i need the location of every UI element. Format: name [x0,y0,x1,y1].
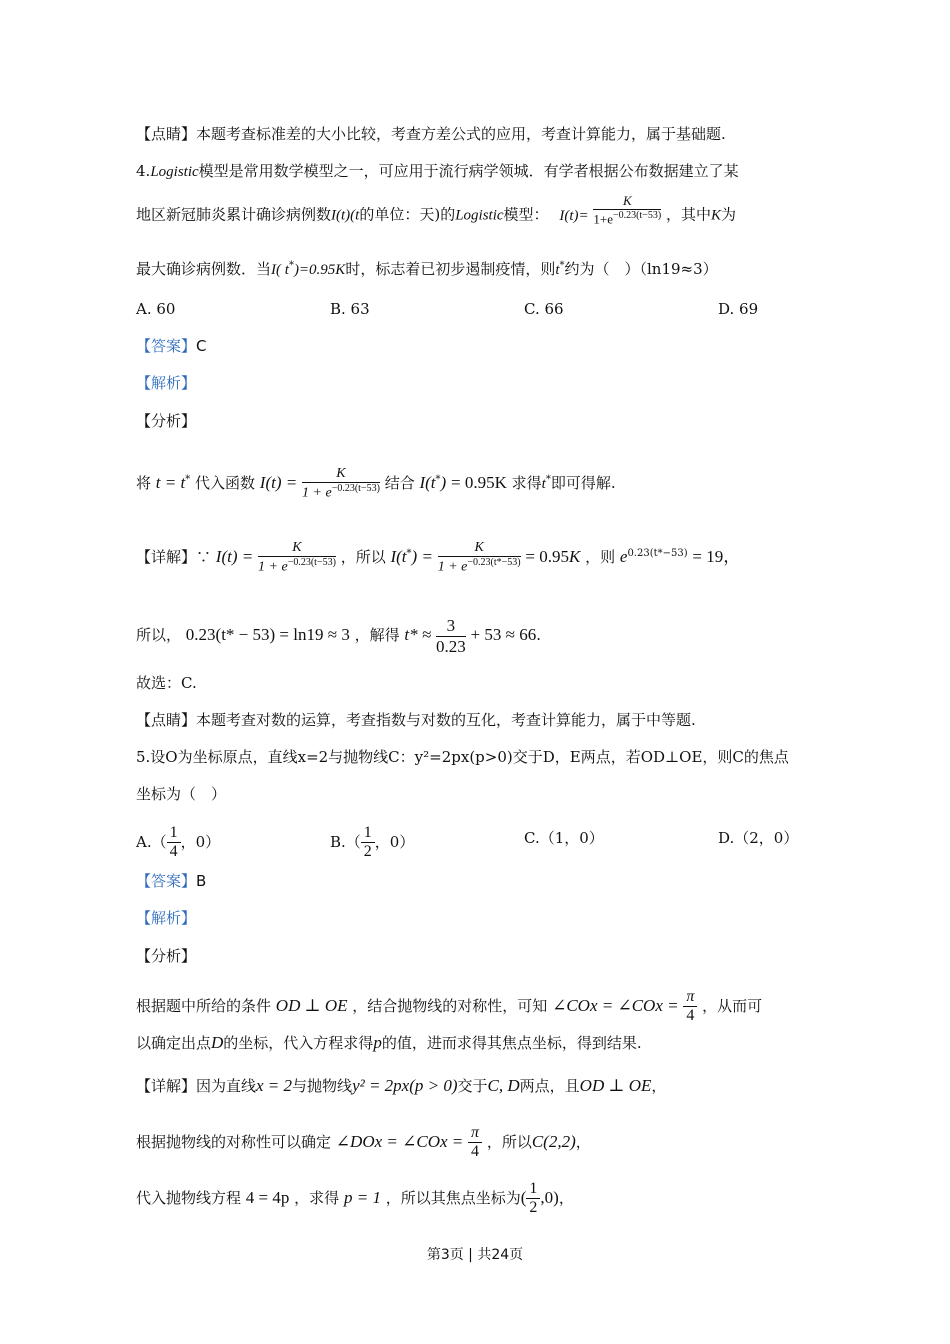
remark-q3: 【点睛】本题考查标准差的大小比较，考查方差公式的应用，考查计算能力，属于基础题. [136,125,726,143]
logistic-fraction: $\frac{K}{1+e^{-0.23(t-53)}}$ [593,193,662,227]
q4-line2: 地区新冠肺炎累计确诊病例数I(t)(t的单位：天)的Logistic模型： I(t)= $\frac{K}{1+e^{-0.23(t-53)}}$ ，其中K为 [136,193,737,227]
q4-analysis-heading: 【解析】 [136,374,197,392]
q5-option-c: C.（1，0） [524,829,604,847]
q5-line1: 5.设O为坐标原点，直线x=2与抛物线C：y²=2px(p>0)交于D，E两点，若OD⊥OE，则C的焦点 [136,748,789,766]
q5-fenxi-line1: 根据题中所给的条件 OD ⊥ OE ，结合抛物线的对称性，可知 ∠COx = ∠COx = $\frac{\pi}{4}$ ，从而可 [136,988,763,1025]
q4-line3: 最大确诊病例数．当I( t*)=0.95K时，标志着已初步遏制疫情，则t*约为（ ）（ln19≈3） [136,260,718,278]
q5-option-a: A.（ $\frac{1}{4}$ ，0） [136,824,221,861]
q5-answer: 【答案】B [136,872,207,890]
q4-option-a: A. 60 [136,300,176,318]
q5-detail-line1: 【详解】因为直线x = 2与抛物线y² = 2px(p > 0)交于C, D两点，且OD ⊥ OE， [136,1076,667,1095]
q4-fenxi-heading: 【分析】 [136,412,197,430]
q4-fenxi-body: 将 t = t* 代入函数 I(t) = $\frac{K}{1 + e^{-0.23(t-53)}}$ 结合 I(t*) = 0.95K 求得t*即可得解. [136,466,616,501]
q4-option-d: D. 69 [718,300,759,318]
q5-fenxi-heading: 【分析】 [136,947,197,965]
q4-option-c: C. 66 [524,300,564,318]
q5-fenxi-line2: 以确定出点D的坐标，代入方程求得p的值，进而求得其焦点坐标，得到结果. [136,1033,642,1052]
q4-solve: 所以， 0.23(t* − 53) = ln19 ≈ 3 ，解得 t* ≈ $\frac{3}{0.23}$ + 53 ≈ 66. [136,616,541,656]
q4-line1: 4.Logistic模型是常用数学模型之一，可应用于流行病学领城．有学者根据公布数据建立了某 [136,162,739,180]
q4-choice: 故选：C. [136,674,197,692]
q4-detail: 【详解】∵ I(t) = $\frac{K}{1 + e^{-0.23(t-53)}}$ ，所以 I(t*) = $\frac{K}{1 + e^{-0.23(t*-53)}}$ = 0.95K ，则 $e^{0.23(t*-53)} = 19$， [136,540,741,575]
q4-answer: 【答案】C [136,337,207,355]
q5-line2: 坐标为（ ） [136,785,227,803]
q5-option-d: D.（2，0） [718,829,799,847]
q5-analysis-heading: 【解析】 [136,909,197,927]
page-footer: 第3页 | 共24页 [426,1247,524,1263]
q4-remark: 【点睛】本题考查对数的运算，考查指数与对数的互化，考查计算能力，属于中等题. [136,711,696,729]
q5-detail-line3: 代入抛物线方程 4 = 4p ，求得 p = 1 ，所以其焦点坐标为( $\frac{1}{2}$ ,0)， [136,1180,574,1217]
q5-option-b: B.（ $\frac{1}{2}$ ，0） [330,824,415,861]
q4-option-b: B. 63 [330,300,370,318]
q5-detail-line2: 根据抛物线的对称性可以确定 ∠DOx = ∠COx = $\frac{\pi}{4}$ ，所以C(2,2)， [136,1124,591,1161]
